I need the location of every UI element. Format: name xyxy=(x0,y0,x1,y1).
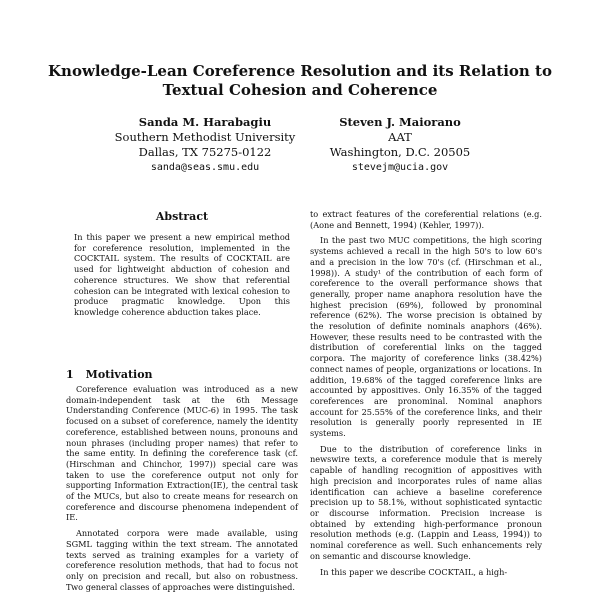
paragraph: to extract features of the coreferential relations (e.g. (Aone and Bennett, 1994) (Kehler, 1997)). xyxy=(310,209,542,230)
paragraph: In the past two MUC competitions, the high scoring systems achieved a recall in the high 50's to low 60's and a precision in the low 70's (cf. (Hirschman et al., 1998)). A study¹ of the contribution of each form of coreference to the overall performance shows that generally, proper name anaphora resolution have the highest precision (69%), followed by pronominal reference (62%). The worse precision is obtained by the resolution of definite nominals anaphors (46%). However, these results need to be contrasted with the distribution of coreferential links on the tagged corpora. The majority of coreference links (38.42%) connect names of people, organizations or locations. In addition, 19.68% of the tagged coreference links are accounted by appositives. Only 16.35% of the tagged coreferences are pronominal. Nominal anaphors account for 25.55% of the coreference links, and their resolution is generally poorly represented in IE systems. xyxy=(310,235,542,439)
paragraph: Coreference evaluation was introduced as a new domain-independent task at the 6th Message Understanding Conference (MUC-6) in 1995. The task focused on a subset of coreference, namely the identity coreference, established between nouns, pronouns and noun phrases (including proper names) that refer to the same entity. In defining the coreference task (cf. (Hirschman and Chinchor, 1997)) special care was taken to use the coreference output not only for supporting Information Extraction(IE), the central task of the MUCs, but also to create means for research on coreference and discourse phenomena independent of IE. xyxy=(66,384,298,523)
author-name: Steven J. Maiorano xyxy=(339,115,461,129)
section-heading xyxy=(66,368,153,381)
abstract-heading: Abstract xyxy=(155,210,209,223)
title-line-1: Knowledge-Lean Coreference Resolution and its Relation to xyxy=(48,62,552,80)
author-location: Washington, D.C. 20505 xyxy=(329,145,471,159)
author-email: stevejm@ucia.gov xyxy=(351,162,449,173)
section-title: Motivation xyxy=(85,368,153,381)
author-location: Dallas, TX 75275-0122 xyxy=(138,145,272,159)
paper-title xyxy=(40,62,560,100)
abstract-section xyxy=(66,232,298,323)
author-email: sanda@seas.smu.edu xyxy=(150,162,260,173)
paragraph: In this paper we describe COCKTAIL, a high- xyxy=(320,566,508,577)
author-affiliation: Southern Methodist University xyxy=(114,130,296,144)
paragraph: Annotated corpora were made available, using SGML tagging within the text stream. The annotated texts served as training examples for a variety of coreference resolution methods, that had to focus not only on precision and recall, but also on robustness. Two general classes of approaches were distinguished. xyxy=(66,528,298,592)
right-column-body xyxy=(310,209,542,582)
author-block-1 xyxy=(100,115,310,175)
author-affiliation: AAT xyxy=(388,130,412,144)
paragraph: Due to the distribution of coreference links in newswire texts, a coreference module that is merely capable of handling recognition of appositives with high precision and incorporates rules of name alias identification can achieve a baseline coreference precision up to 58.1%, without sophisticated syntactic or discourse information. Precision increase is obtained by extending high-performance pronoun resolution methods (e.g. (Lappin and Leass, 1994)) to nominal coreference as well. Such enhancements rely on semantic and discourse knowledge. xyxy=(310,443,542,561)
author-block-2 xyxy=(290,115,510,175)
abstract-text: In this paper we present a new empirical method for coreference resolution, implemented in the COCKTAIL system. The results of COCKTAIL are used for lightweight abduction of cohesion and coherence structures. We show that referential cohesion can be integrated with lexical cohesion to produce pragmatic knowledge. Upon this knowledge coherence abduction takes place. xyxy=(74,232,290,317)
section-number: 1 xyxy=(66,368,74,381)
author-name: Sanda M. Harabagiu xyxy=(138,115,272,129)
title-line-2: Textual Cohesion and Coherence xyxy=(162,81,438,99)
left-column-body xyxy=(66,384,298,597)
